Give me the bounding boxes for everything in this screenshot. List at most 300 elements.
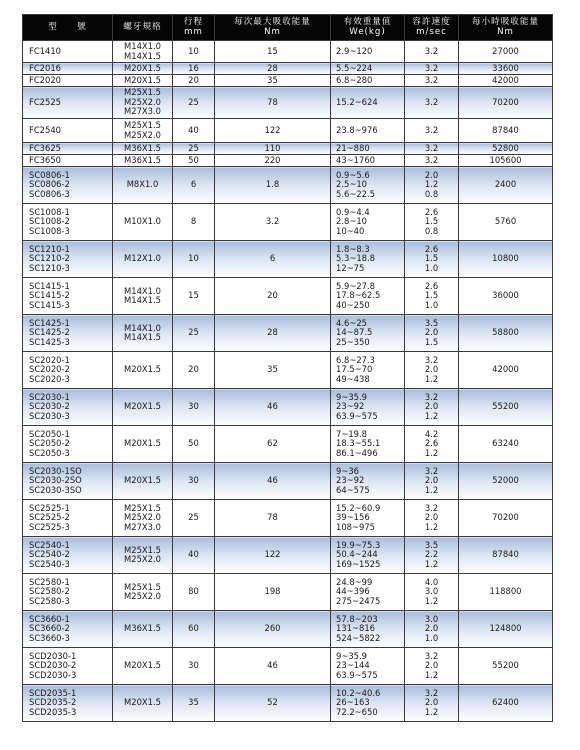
allowed-speed-cell	[405, 500, 459, 537]
model-cell	[23, 648, 113, 685]
hourly-energy-cell: 55200	[459, 389, 553, 426]
allowed-speed-cell-line: 2.0	[424, 364, 439, 375]
thread-cell	[113, 204, 173, 241]
table-row	[23, 315, 553, 352]
stroke-cell: 60	[173, 611, 215, 648]
allowed-speed-cell-line: 0.8	[424, 225, 439, 236]
allowed-speed-cell-line: 2.0	[424, 512, 439, 523]
effective-weight-cell	[331, 155, 405, 167]
allowed-speed-cell	[405, 574, 459, 611]
model-cell-line: SC2540-1	[29, 539, 70, 550]
allowed-speed-cell	[405, 41, 459, 63]
table-row	[23, 463, 553, 500]
allowed-speed-cell	[405, 426, 459, 463]
stroke-cell: 30	[173, 463, 215, 500]
effective-weight-cell-line: 0.9~4.4	[336, 206, 370, 217]
effective-weight-cell	[331, 278, 405, 315]
thread-cell	[113, 611, 173, 648]
model-cell-line: SC2050-2	[29, 438, 70, 449]
model-cell-line: SC1210-2	[29, 253, 70, 264]
hourly-energy-cell: 2400	[459, 167, 553, 204]
model-cell-line: SC1415-3	[29, 299, 70, 310]
allowed-speed-cell	[405, 685, 459, 722]
allowed-speed-cell-line: 1.2	[424, 179, 439, 190]
header-model: 型 號	[23, 15, 113, 41]
allowed-speed-cell-line: 0.8	[424, 188, 439, 199]
table-row	[23, 648, 553, 685]
model-cell	[23, 611, 113, 648]
model-cell	[23, 167, 113, 204]
effective-weight-cell-line: 57.8~203	[336, 613, 378, 624]
model-cell-line: SC2525-3	[29, 521, 70, 532]
hourly-energy-cell: 105600	[459, 155, 553, 167]
allowed-speed-cell-line: 3.2	[424, 391, 439, 402]
model-cell-line: SCD2035-1	[29, 687, 77, 698]
model-cell-line: SCD2035-2	[29, 697, 77, 708]
effective-weight-cell	[331, 426, 405, 463]
model-cell-line: FC2016	[29, 62, 61, 73]
table-row	[23, 167, 553, 204]
model-cell-line: SC2580-3	[29, 595, 70, 606]
effective-weight-cell-line: 5.6~22.5	[336, 188, 375, 199]
allowed-speed-cell-line: 1.2	[424, 669, 439, 680]
effective-weight-cell-line: 40~250	[336, 299, 370, 310]
stroke-cell: 8	[173, 204, 215, 241]
allowed-speed-cell-line: 1.0	[424, 262, 439, 273]
model-cell-line: SC1008-3	[29, 225, 70, 236]
allowed-speed-cell	[405, 63, 459, 75]
table-row	[23, 426, 553, 463]
thread-cell-line: M27X3.0	[124, 521, 161, 532]
allowed-speed-cell-line: 2.6	[424, 206, 439, 217]
allowed-speed-cell-line: 1.2	[424, 410, 439, 421]
allowed-speed-cell-line: 3.2	[424, 465, 439, 476]
hourly-energy-cell: 42000	[459, 352, 553, 389]
thread-cell-line: M14X1.0	[124, 41, 161, 52]
table-row	[23, 119, 553, 143]
max-energy-cell: 46	[215, 463, 331, 500]
allowed-speed-cell-line: 2.0	[424, 697, 439, 708]
model-cell	[23, 119, 113, 143]
effective-weight-cell	[331, 63, 405, 75]
allowed-speed-cell-line: 2.2	[424, 549, 439, 560]
thread-cell-line: M25X1.5	[124, 581, 161, 592]
model-cell-line: SC2030-2	[29, 401, 70, 412]
allowed-speed-cell-line: 3.2	[424, 74, 439, 85]
effective-weight-cell-line: 9~36	[336, 465, 360, 476]
thread-cell	[113, 426, 173, 463]
stroke-cell: 80	[173, 574, 215, 611]
effective-weight-cell	[331, 685, 405, 722]
thread-cell-line: M25X1.5	[124, 87, 161, 98]
model-cell-line: SC2540-3	[29, 558, 70, 569]
thread-cell-line: M20X1.5	[124, 62, 161, 73]
thread-cell-line: M25X2.0	[124, 129, 161, 140]
model-cell	[23, 574, 113, 611]
thread-cell-line: M12X1.0	[124, 253, 161, 264]
max-energy-cell: 35	[215, 75, 331, 87]
model-cell	[23, 315, 113, 352]
allowed-speed-cell-line: 3.2	[424, 62, 439, 73]
model-cell-line: FC3650	[29, 154, 61, 165]
allowed-speed-cell-line: 1.2	[424, 558, 439, 569]
allowed-speed-cell	[405, 611, 459, 648]
effective-weight-cell-line: 26~163	[336, 697, 370, 708]
model-cell-line: SC2030-1SO	[29, 465, 82, 476]
thread-cell	[113, 87, 173, 119]
header-allowed-speed: 容許速度 m/sec	[405, 15, 459, 41]
stroke-cell: 16	[173, 63, 215, 75]
allowed-speed-cell-line: 4.2	[424, 428, 439, 439]
allowed-speed-cell-line: 2.0	[424, 660, 439, 671]
allowed-speed-cell-line: 1.2	[424, 447, 439, 458]
effective-weight-cell	[331, 574, 405, 611]
thread-cell	[113, 143, 173, 155]
model-cell-line: SC2030-1	[29, 391, 70, 402]
max-energy-cell: 220	[215, 155, 331, 167]
model-cell	[23, 278, 113, 315]
effective-weight-cell-line: 50.4~244	[336, 549, 378, 560]
allowed-speed-cell	[405, 352, 459, 389]
hourly-energy-cell: 52800	[459, 143, 553, 155]
allowed-speed-cell-line: 3.2	[424, 354, 439, 365]
effective-weight-cell-line: 14~87.5	[336, 327, 373, 338]
table-row	[23, 143, 553, 155]
allowed-speed-cell-line: 3.2	[424, 502, 439, 513]
model-cell	[23, 241, 113, 278]
allowed-speed-cell-line: 1.5	[424, 253, 439, 264]
table-header	[23, 15, 553, 41]
hourly-energy-cell: 10800	[459, 241, 553, 278]
thread-cell-line: M20X1.5	[124, 438, 161, 449]
effective-weight-cell-line: 24.8~99	[336, 576, 373, 587]
model-cell-line: SC2020-2	[29, 364, 70, 375]
max-energy-cell: 1.8	[215, 167, 331, 204]
model-cell-line: SC2540-2	[29, 549, 70, 560]
stroke-cell: 15	[173, 278, 215, 315]
allowed-speed-cell-line: 3.2	[424, 96, 439, 107]
thread-cell	[113, 685, 173, 722]
max-energy-cell: 52	[215, 685, 331, 722]
model-cell-line: FC2540	[29, 124, 61, 135]
table-row	[23, 352, 553, 389]
allowed-speed-cell-line: 1.5	[424, 336, 439, 347]
effective-weight-cell-line: 23.8~976	[336, 124, 378, 135]
allowed-speed-cell	[405, 167, 459, 204]
model-cell-line: FC1410	[29, 45, 61, 56]
thread-cell-line: M25X1.5	[124, 502, 161, 513]
header-effective-weight: 有效重量值 We(kg)	[331, 15, 405, 41]
effective-weight-cell	[331, 41, 405, 63]
allowed-speed-cell-line: 3.2	[424, 45, 439, 56]
thread-cell-line: M20X1.5	[124, 74, 161, 85]
model-cell-line: FC2525	[29, 96, 61, 107]
table-row	[23, 500, 553, 537]
effective-weight-cell	[331, 204, 405, 241]
effective-weight-cell-line: 63.9~575	[336, 669, 378, 680]
effective-weight-cell-line: 4.6~25	[336, 317, 367, 328]
hourly-energy-cell: 70200	[459, 87, 553, 119]
effective-weight-cell-line: 43~1760	[336, 154, 375, 165]
hourly-energy-cell: 58800	[459, 315, 553, 352]
model-cell	[23, 537, 113, 574]
table-row	[23, 537, 553, 574]
effective-weight-cell-line: 1.8~8.3	[336, 243, 370, 254]
max-energy-cell: 46	[215, 389, 331, 426]
stroke-cell: 40	[173, 537, 215, 574]
effective-weight-cell-line: 169~1525	[336, 558, 381, 569]
table-row	[23, 41, 553, 63]
thread-cell	[113, 119, 173, 143]
stroke-cell: 50	[173, 426, 215, 463]
allowed-speed-cell	[405, 143, 459, 155]
model-cell-line: SC3660-3	[29, 632, 70, 643]
effective-weight-cell	[331, 315, 405, 352]
thread-cell-line: M25X2.0	[124, 512, 161, 523]
effective-weight-cell	[331, 167, 405, 204]
stroke-cell: 10	[173, 241, 215, 278]
model-cell-line: SC1008-1	[29, 206, 70, 217]
stroke-cell: 25	[173, 315, 215, 352]
table-row	[23, 204, 553, 241]
model-cell-line: SC2030-2SO	[29, 475, 82, 486]
model-cell-line: SC2525-2	[29, 512, 70, 523]
table-row	[23, 389, 553, 426]
effective-weight-cell-line: 5.9~27.8	[336, 280, 375, 291]
hourly-energy-cell: 27000	[459, 41, 553, 63]
thread-cell-line: M20X1.5	[124, 697, 161, 708]
thread-cell-line: M25X2.0	[124, 96, 161, 107]
thread-cell-line: M36X1.5	[124, 623, 161, 634]
effective-weight-cell-line: 49~438	[336, 373, 370, 384]
thread-cell	[113, 574, 173, 611]
allowed-speed-cell	[405, 119, 459, 143]
effective-weight-cell	[331, 389, 405, 426]
model-cell-line: SC0806-1	[29, 169, 70, 180]
model-cell	[23, 426, 113, 463]
model-cell-line: SC2580-1	[29, 576, 70, 587]
hourly-energy-cell: 87840	[459, 537, 553, 574]
effective-weight-cell-line: 108~975	[336, 521, 375, 532]
effective-weight-cell-line: 524~5822	[336, 632, 381, 643]
model-cell-line: SC1425-1	[29, 317, 70, 328]
effective-weight-cell	[331, 648, 405, 685]
max-energy-cell: 46	[215, 648, 331, 685]
thread-cell	[113, 241, 173, 278]
allowed-speed-cell-line: 2.0	[424, 169, 439, 180]
model-cell	[23, 155, 113, 167]
thread-cell	[113, 278, 173, 315]
thread-cell-line: M20X1.5	[124, 660, 161, 671]
effective-weight-cell	[331, 611, 405, 648]
effective-weight-cell	[331, 75, 405, 87]
model-cell-line: SC3660-1	[29, 613, 70, 624]
effective-weight-cell-line: 275~2475	[336, 595, 381, 606]
thread-cell	[113, 155, 173, 167]
thread-cell-line: M25X1.5	[124, 544, 161, 555]
effective-weight-cell	[331, 500, 405, 537]
stroke-cell: 10	[173, 41, 215, 63]
allowed-speed-cell	[405, 463, 459, 500]
thread-cell-line: M14X1.0	[124, 285, 161, 296]
thread-cell	[113, 463, 173, 500]
model-cell-line: SC2525-1	[29, 502, 70, 513]
effective-weight-cell-line: 6.8~27.3	[336, 354, 375, 365]
table-body	[23, 41, 553, 722]
max-energy-cell: 122	[215, 119, 331, 143]
effective-weight-cell-line: 131~816	[336, 623, 375, 634]
thread-cell	[113, 41, 173, 63]
allowed-speed-cell	[405, 87, 459, 119]
allowed-speed-cell-line: 4.0	[424, 576, 439, 587]
thread-cell	[113, 352, 173, 389]
allowed-speed-cell-line: 2.0	[424, 401, 439, 412]
model-cell	[23, 500, 113, 537]
thread-cell-line: M36X1.5	[124, 154, 161, 165]
effective-weight-cell-line: 64~575	[336, 484, 370, 495]
hourly-energy-cell: 33600	[459, 63, 553, 75]
model-cell-line: SC2020-1	[29, 354, 70, 365]
thread-cell	[113, 63, 173, 75]
thread-cell	[113, 537, 173, 574]
model-cell-line: SC0806-2	[29, 179, 70, 190]
effective-weight-cell-line: 18.3~55.1	[336, 438, 381, 449]
effective-weight-cell	[331, 352, 405, 389]
effective-weight-cell-line: 5.3~18.8	[336, 253, 375, 264]
thread-cell-line: M27X3.0	[124, 106, 161, 117]
model-cell-line: SC3660-2	[29, 623, 70, 634]
allowed-speed-cell-line: 2.0	[424, 623, 439, 634]
max-energy-cell: 28	[215, 63, 331, 75]
effective-weight-cell-line: 25~350	[336, 336, 370, 347]
stroke-cell: 30	[173, 648, 215, 685]
effective-weight-cell-line: 17.8~62.5	[336, 290, 381, 301]
max-energy-cell: 198	[215, 574, 331, 611]
model-cell-line: SC0806-3	[29, 188, 70, 199]
thread-cell-line: M20X1.5	[124, 475, 161, 486]
thread-cell	[113, 389, 173, 426]
effective-weight-cell-line: 2.8~10	[336, 216, 367, 227]
effective-weight-cell-line: 0.9~5.6	[336, 169, 370, 180]
model-cell-line: SCD2035-3	[29, 706, 77, 717]
hourly-energy-cell: 70200	[459, 500, 553, 537]
stroke-cell: 20	[173, 75, 215, 87]
thread-cell-line: M14X1.5	[124, 332, 161, 342]
hourly-energy-cell: 36000	[459, 278, 553, 315]
effective-weight-cell-line: 15.2~624	[336, 96, 378, 107]
effective-weight-cell-line: 23~92	[336, 475, 365, 486]
model-cell-line: SC1210-1	[29, 243, 70, 254]
model-cell-line: SC1210-3	[29, 262, 70, 273]
hourly-energy-cell: 55200	[459, 648, 553, 685]
hourly-energy-cell: 42000	[459, 75, 553, 87]
allowed-speed-cell-line: 3.2	[424, 650, 439, 661]
max-energy-cell: 35	[215, 352, 331, 389]
effective-weight-cell-line: 2.9~120	[336, 45, 373, 56]
thread-cell	[113, 500, 173, 537]
thread-cell-line: M36X1.5	[124, 142, 161, 153]
table-row	[23, 278, 553, 315]
header-thread: 螺牙規格	[113, 15, 173, 41]
allowed-speed-cell-line: 1.5	[424, 290, 439, 301]
thread-cell-line: M8X1.0	[126, 179, 159, 190]
effective-weight-cell-line: 86.1~496	[336, 447, 378, 458]
allowed-speed-cell-line: 1.2	[424, 595, 439, 606]
allowed-speed-cell	[405, 278, 459, 315]
allowed-speed-cell	[405, 75, 459, 87]
stroke-cell: 6	[173, 167, 215, 204]
max-energy-cell: 28	[215, 315, 331, 352]
stroke-cell: 20	[173, 352, 215, 389]
model-cell-line: SC2030-3	[29, 410, 70, 421]
allowed-speed-cell	[405, 204, 459, 241]
table-row	[23, 155, 553, 167]
max-energy-cell: 122	[215, 537, 331, 574]
hourly-energy-cell: 62400	[459, 685, 553, 722]
model-cell-line: SC2050-3	[29, 447, 70, 458]
effective-weight-cell-line: 9~35.9	[336, 391, 367, 402]
model-cell-line: SCD2030-2	[29, 660, 77, 671]
allowed-speed-cell-line: 3.2	[424, 687, 439, 698]
model-cell-line: SC1415-1	[29, 280, 70, 291]
table-row	[23, 75, 553, 87]
thread-cell-line: M25X1.5	[124, 120, 161, 131]
effective-weight-cell-line: 21~880	[336, 142, 370, 153]
model-cell	[23, 463, 113, 500]
model-cell-line: SC2030-3SO	[29, 484, 82, 495]
effective-weight-cell-line: 44~396	[336, 586, 370, 597]
allowed-speed-cell-line: 2.6	[424, 438, 439, 449]
effective-weight-cell-line: 2.5~10	[336, 179, 367, 190]
allowed-speed-cell-line: 1.0	[424, 632, 439, 643]
table-row	[23, 63, 553, 75]
effective-weight-cell-line: 63.9~575	[336, 410, 378, 421]
effective-weight-cell-line: 9~35.9	[336, 650, 367, 661]
max-energy-cell: 20	[215, 278, 331, 315]
effective-weight-cell-line: 12~75	[336, 262, 365, 273]
max-energy-cell: 62	[215, 426, 331, 463]
thread-cell-line: M20X1.5	[124, 364, 161, 375]
table-row	[23, 611, 553, 648]
header-stroke: 行程 mm	[173, 15, 215, 41]
model-cell-line: SC1415-2	[29, 290, 70, 301]
allowed-speed-cell-line: 2.6	[424, 243, 439, 254]
model-cell	[23, 143, 113, 155]
stroke-cell: 25	[173, 87, 215, 119]
stroke-cell: 40	[173, 119, 215, 143]
allowed-speed-cell	[405, 537, 459, 574]
table-row	[23, 241, 553, 278]
effective-weight-cell-line: 23~92	[336, 401, 365, 412]
header-max-energy: 每次最大吸收能量 Nm	[215, 15, 331, 41]
allowed-speed-cell-line: 3.2	[424, 154, 439, 165]
allowed-speed-cell	[405, 241, 459, 278]
thread-cell	[113, 167, 173, 204]
effective-weight-cell-line: 19.9~75.3	[336, 539, 381, 550]
stroke-cell: 25	[173, 500, 215, 537]
max-energy-cell: 78	[215, 87, 331, 119]
effective-weight-cell	[331, 87, 405, 119]
allowed-speed-cell-line: 3.0	[424, 586, 439, 597]
effective-weight-cell	[331, 143, 405, 155]
model-cell	[23, 685, 113, 722]
max-energy-cell: 78	[215, 500, 331, 537]
hourly-energy-cell: 124800	[459, 611, 553, 648]
allowed-speed-cell	[405, 155, 459, 167]
effective-weight-cell	[331, 119, 405, 143]
effective-weight-cell	[331, 463, 405, 500]
allowed-speed-cell-line: 2.6	[424, 280, 439, 291]
